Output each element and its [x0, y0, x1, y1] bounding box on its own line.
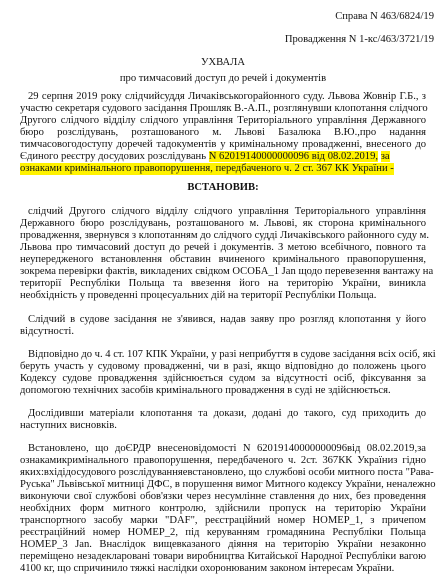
intro-line-2: участю секретаря судового засідання Прошляк В.-А.П., розглянувши клопотання слідчого — [20, 103, 428, 114]
intro-line-6-tail: за — [380, 151, 390, 162]
p5-line-6: необхідних форм митного контролю, здійснили пропуск на територію України — [20, 503, 426, 514]
proceeding-number: Провадження N 1-кс/463/3721/19 — [284, 34, 434, 45]
p3-line-4: допомогою технічних засобів кримінального провадження в суді не здійснюється. — [20, 385, 391, 396]
p2-line-2: відсутності. — [20, 326, 74, 337]
p5-line-3: яких:вхідідосудового розслідуванняевстановлено, що службові особи митного поста "Рава- — [20, 467, 434, 478]
p5-line-2: ознакамикримінального правопорушення, передбаченого ч. 2ст. 367КК Україниз гідно — [20, 455, 426, 466]
p1-line-4: Львова про тимчасовий доступ до речей і документів. З метою всебічного, повного та — [20, 242, 426, 253]
p5-line-9: НОМЕР_3 Jan. Внаслідок вищевказаного діяння на територію України незаконно — [20, 539, 426, 550]
p5-line-8: реєстраційний номер НОМЕР_2, під керуванням громадянина Республіки Польща — [20, 527, 426, 538]
intro-line-5: тимчасовогодоступу доречей тадокументів у кримінальному провадженні, внесеного до — [20, 139, 426, 150]
p4-line-1: Дослідивши матеріали клопотання та докази, додані до такого, суд приходить до — [28, 408, 426, 419]
p3-line-2: беруть участь у судовому провадженні, чи в разі, якщо відповідно до положень цього — [20, 361, 426, 372]
intro-line-3: Другого слідчого відділу слідчого управління Територіального управління Державного — [20, 115, 426, 126]
document-title: УХВАЛА — [200, 57, 246, 68]
p3-line-3: Кодексу судове провадження здійснюється судом за відсутності осіб, фіксування за — [20, 373, 426, 384]
p1-line-5: неупередженого встановлення обставин вчиненого кримінального правопорушення, — [20, 254, 426, 265]
p1-line-1: слідчий Другого слідчого відділу слідчого управління Територіального управління — [28, 206, 426, 217]
p5-line-10: переміщено незадекларовані товари виробництва Китайської Народної Республіки вагою — [20, 551, 426, 562]
registry-number-highlight: N 62019140000000096 від 08.02.2019, — [208, 151, 379, 162]
established-heading: ВСТАНОВИВ: — [187, 182, 259, 193]
p1-line-3: провадження, звернувся з клопотанням до слідчого судді Личаківського районного суду м. — [20, 230, 430, 241]
p5-line-4: Руська" Львівської митниці ДФС, в порушення вимог Митного кодексу України, неналежно — [20, 479, 436, 490]
intro-line-6 — [20, 151, 390, 163]
p5-line-5: виконуючи свої службові обов'язки через несумлінне ставлення до них, без проведення — [20, 491, 426, 502]
intro-line-4: бюро розслідувань, розташованого м. Львові Базалюка В.Ю.,про надання — [20, 127, 426, 138]
p1-line-2: Державного бюро розслідувань, розташованого м. Львові, як сторона кримінального — [20, 218, 426, 229]
offense-highlight: ознаками кримінального правопорушення, передбаченого ч. 2 ст. 367 КК України - — [20, 163, 394, 174]
case-number: Справа N 463/6824/19 — [335, 11, 434, 22]
p5-line-1: Встановлено, що доЄРДР внесеновідомості N 62019140000000096від 08.02.2019,за — [28, 443, 426, 454]
p4-line-2: наступних висновків. — [20, 420, 117, 431]
p1-line-7: території Республіки Польща та ввезення його на територію України, виникла — [20, 278, 426, 289]
document-subtitle: про тимчасовий доступ до речей і документів — [119, 73, 327, 84]
p1-line-6: зокрема перевірки фактів, викладених свідком ОСОБА_1 Jan щодо перевезення вантажу на — [20, 266, 434, 277]
p5-line-7: транспортного засобу марки "DAF", реєстраційний номер НОМЕР_1, з причепом — [20, 515, 426, 526]
intro-line-1: 29 серпня 2019 року слідчийсуддя Личаківськогорайонного суду. Львова Жовнір Г.Б., з — [28, 91, 426, 102]
p1-line-8: необхідність у проведенні процесуальних дій на території Республіки Польща. — [20, 290, 377, 301]
p3-line-1: Відповідно до ч. 4 ст. 107 КПК України, у разі неприбуття в судове засідання всіх осіб, які — [28, 349, 436, 360]
intro-line-6-text: Єдиного реєстру досудових розслідувань — [20, 151, 207, 162]
p2-line-1: Слідчий в судове засідання не з'явився, надав заяву про розгляд клопотання у його — [28, 314, 426, 325]
p5-line-11: 4100 кг, що спричинило тяжкі наслідки охоронюваним законом інтересам України. — [20, 563, 395, 574]
